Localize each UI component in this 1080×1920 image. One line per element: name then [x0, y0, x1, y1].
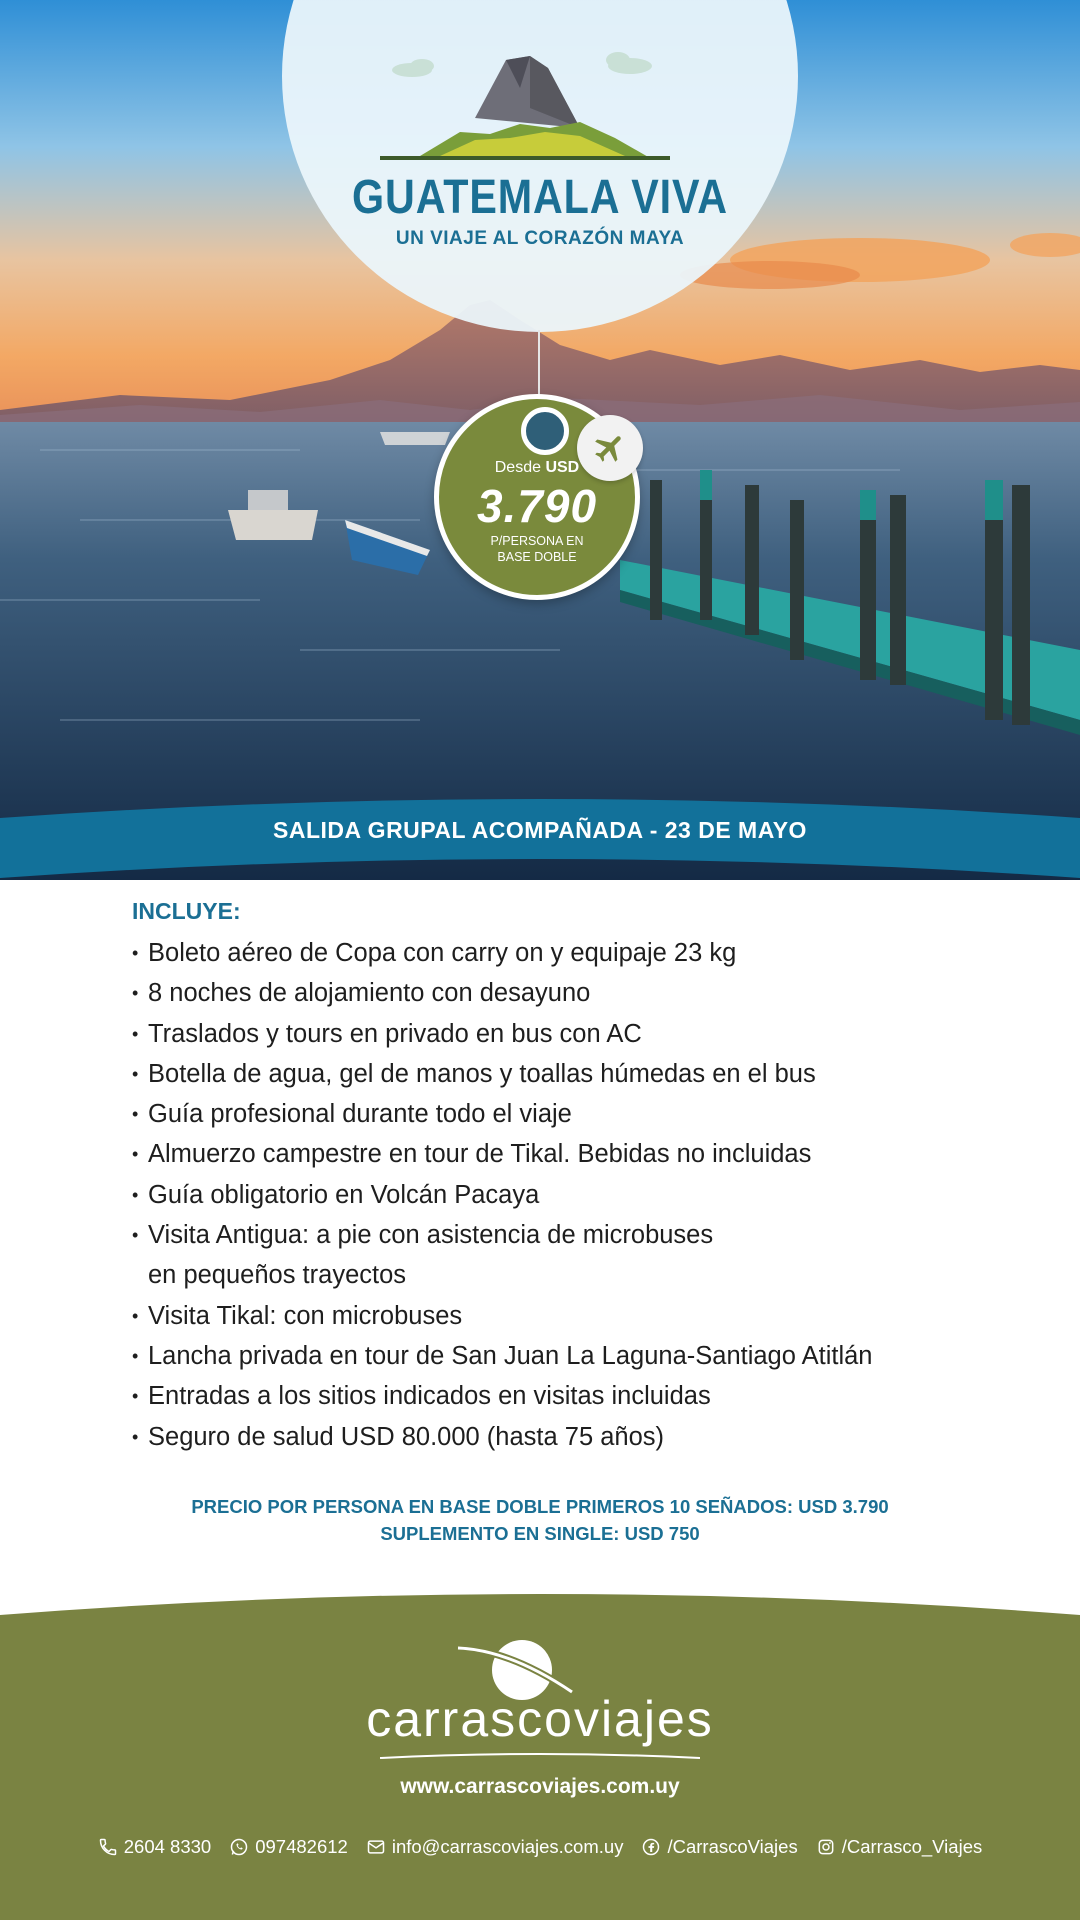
list-item: • Lancha privada en tour de San Juan La Laguna-Santiago Atitlán [132, 1341, 873, 1370]
list-item: • Visita Tikal: con microbuses [132, 1301, 463, 1330]
list-item-continuation: en pequeños trayectos [148, 1261, 407, 1290]
list-item: • Entradas a los sitios indicados en visitas incluidas [132, 1382, 711, 1411]
instagram-contact[interactable]: /Carrasco_Viajes [816, 1836, 983, 1858]
volcano-icon [380, 48, 670, 166]
includes-title: INCLUYE: [132, 898, 241, 924]
facebook-contact[interactable]: /CarrascoViajes [641, 1836, 797, 1858]
list-item: • Almuerzo campestre en tour de Tikal. Bebidas no incluidas [132, 1140, 812, 1169]
hero-section [0, 0, 1080, 880]
price-amount: 3.790 [476, 480, 598, 532]
departure-text: SALIDA GRUPAL ACOMPAÑADA - 23 DE MAYO [273, 817, 807, 843]
price-from-label: Desde USD [494, 459, 580, 476]
pricing-line-double: PRECIO POR PERSONA EN BASE DOBLE PRIMEROS 10 SEÑADOS: USD 3.790 [191, 1496, 889, 1517]
phone-contact[interactable]: 2604 8330 [98, 1836, 211, 1858]
list-item: • Traslados y tours en privado en bus con AC [132, 1019, 642, 1048]
includes-section [132, 898, 1012, 1457]
brand-name: carrascoviajes [366, 1691, 714, 1747]
list-item: • Botella de agua, gel de manos y toallas húmedas en el bus [132, 1059, 816, 1088]
list-item: • Seguro de salud USD 80.000 (hasta 75 años) [132, 1422, 665, 1451]
sub-title: UN VIAJE AL CORAZÓN MAYA [395, 228, 685, 249]
includes-list [132, 933, 1012, 1457]
list-item: • Guía profesional durante todo el viaje [132, 1100, 572, 1129]
pricing-info [0, 1493, 1080, 1547]
list-item: • Guía obligatorio en Volcán Pacaya [132, 1180, 540, 1209]
mail-icon [366, 1837, 386, 1857]
brand-underline [380, 1752, 700, 1760]
phone-icon [98, 1837, 118, 1857]
pricing-line-single: SUPLEMENTO EN SINGLE: USD 750 [380, 1523, 700, 1544]
instagram-icon [816, 1837, 836, 1857]
list-item: • Boleto aéreo de Copa con carry on y equipaje 23 kg [132, 939, 737, 967]
list-item: • 8 noches de alojamiento con desayuno [132, 979, 591, 1008]
tag-hole [521, 407, 569, 455]
whatsapp-contact[interactable]: 097482612 [229, 1836, 348, 1858]
facebook-icon [641, 1837, 661, 1857]
website-link[interactable]: www.carrascoviajes.com.uy [400, 1775, 680, 1798]
list-item: • Visita Antigua: a pie con asistencia de microbuses [132, 1221, 714, 1250]
whatsapp-icon [229, 1837, 249, 1857]
departure-banner [0, 790, 1080, 900]
contact-bar [0, 1836, 1080, 1858]
price-note: P/PERSONA EN BASE DOBLE [490, 534, 584, 564]
email-contact[interactable]: info@carrascoviajes.com.uy [366, 1836, 624, 1858]
price-currency: USD [545, 459, 580, 476]
price-tag [434, 394, 640, 600]
main-title: GUATEMALA VIVA [352, 171, 728, 224]
